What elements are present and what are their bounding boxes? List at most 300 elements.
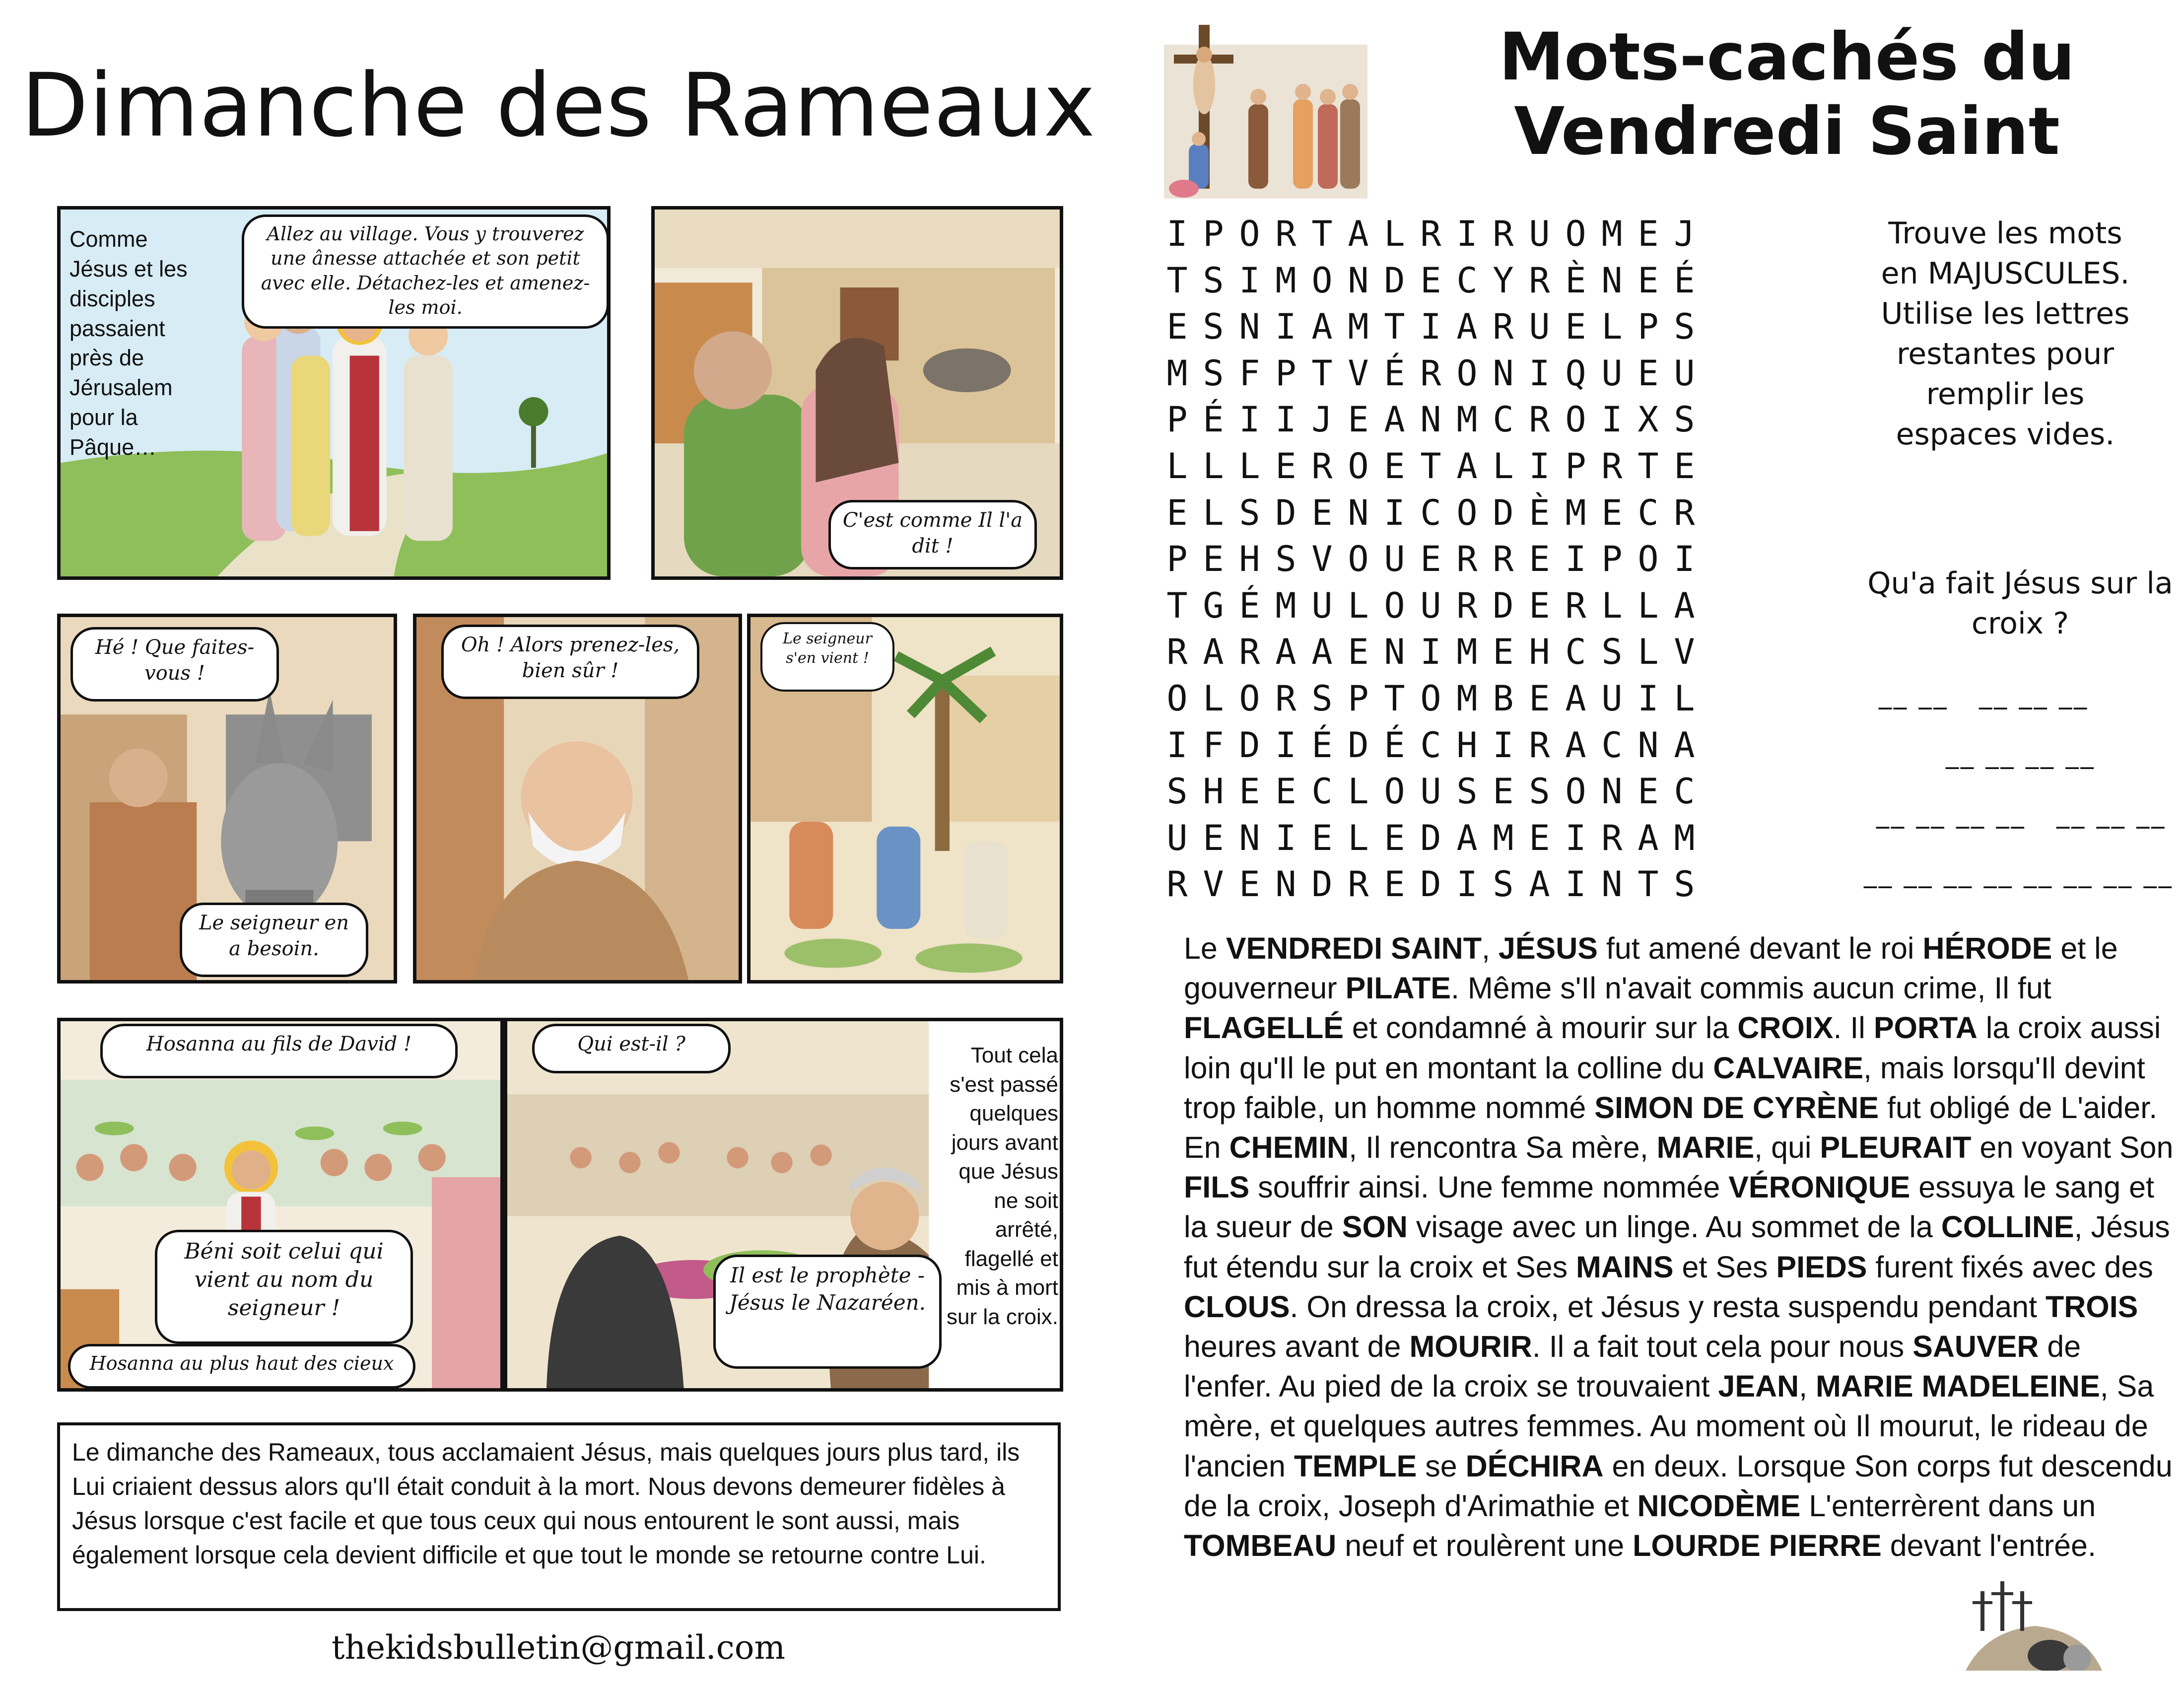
grid-letter[interactable]: R bbox=[1348, 864, 1369, 905]
grid-letter[interactable]: I bbox=[1384, 492, 1405, 533]
grid-row bbox=[1159, 815, 1846, 862]
grid-letter[interactable]: D bbox=[1420, 817, 1441, 858]
grid-letter[interactable]: U bbox=[1674, 352, 1695, 394]
grid-letter[interactable]: L bbox=[1203, 492, 1224, 533]
story-text-fragment: . Il bbox=[1833, 1011, 1874, 1045]
grid-row bbox=[1159, 676, 1846, 722]
grid-row bbox=[1159, 722, 1846, 769]
grid-letter[interactable]: I bbox=[1493, 724, 1514, 766]
grid-row bbox=[1159, 629, 1846, 676]
grid-row bbox=[1159, 583, 1846, 630]
grid-letter[interactable]: N bbox=[1638, 724, 1659, 766]
grid-letter[interactable]: O bbox=[1420, 678, 1441, 719]
grid-letter[interactable]: D bbox=[1493, 585, 1514, 626]
grid-letter[interactable]: F bbox=[1203, 724, 1224, 766]
grid-letter[interactable]: O bbox=[1565, 213, 1586, 254]
grid-letter[interactable]: N bbox=[1239, 817, 1260, 858]
speech-bubble: Il est le prophète - Jésus le Nazaréen. bbox=[713, 1255, 942, 1369]
grid-letter[interactable]: E bbox=[1311, 817, 1333, 858]
grid-letter[interactable]: E bbox=[1493, 632, 1514, 673]
grid-letter[interactable]: R bbox=[1166, 632, 1188, 673]
grid-letter[interactable]: S bbox=[1203, 306, 1224, 348]
grid-letter[interactable]: G bbox=[1203, 585, 1224, 626]
grid-letter[interactable]: R bbox=[1601, 817, 1623, 858]
keyword: MARIE MADELEINE bbox=[1816, 1369, 2100, 1404]
grid-letter[interactable]: X bbox=[1638, 399, 1659, 440]
grid-letter[interactable]: I bbox=[1529, 445, 1550, 487]
grid-letter[interactable]: C bbox=[1638, 492, 1659, 533]
grid-letter[interactable]: H bbox=[1239, 539, 1260, 580]
grid-letter[interactable]: P bbox=[1565, 445, 1586, 487]
grid-letter[interactable]: L bbox=[1638, 585, 1659, 626]
grid-letter[interactable]: O bbox=[1456, 352, 1478, 394]
keyword: JEAN bbox=[1718, 1369, 1799, 1404]
grid-letter[interactable]: É bbox=[1384, 352, 1405, 394]
grid-letter[interactable]: U bbox=[1311, 585, 1333, 626]
grid-letter[interactable]: M bbox=[1275, 260, 1297, 301]
keyword: TOMBEAU bbox=[1184, 1529, 1337, 1563]
speech-bubble: Hosanna au fils de David ! bbox=[100, 1024, 458, 1078]
grid-letter[interactable]: E bbox=[1638, 352, 1659, 394]
grid-letter[interactable]: M bbox=[1166, 352, 1188, 394]
grid-letter[interactable]: I bbox=[1456, 213, 1478, 254]
keyword: VENDREDI SAINT bbox=[1226, 931, 1482, 965]
grid-letter[interactable]: S bbox=[1166, 771, 1188, 812]
grid-letter[interactable]: E bbox=[1420, 260, 1441, 301]
grid-letter[interactable]: R bbox=[1275, 678, 1297, 719]
grid-letter[interactable]: R bbox=[1239, 632, 1260, 673]
grid-letter[interactable]: T bbox=[1384, 306, 1405, 348]
grid-letter[interactable]: O bbox=[1456, 492, 1478, 533]
keyword: CROIX bbox=[1737, 1011, 1834, 1045]
grid-letter[interactable]: L bbox=[1348, 771, 1369, 812]
grid-letter[interactable]: É bbox=[1674, 260, 1695, 301]
grid-letter[interactable]: L bbox=[1203, 678, 1224, 719]
grid-letter[interactable]: R bbox=[1456, 539, 1478, 580]
comic-panel-2 bbox=[651, 206, 1063, 580]
grid-letter[interactable]: M bbox=[1456, 678, 1478, 719]
grid-letter[interactable]: P bbox=[1348, 678, 1369, 719]
grid-letter[interactable]: E bbox=[1384, 445, 1405, 487]
grid-letter[interactable]: È bbox=[1529, 492, 1550, 533]
grid-letter[interactable]: R bbox=[1493, 539, 1514, 580]
story-text-fragment: et condamné à mourir sur la bbox=[1343, 1011, 1738, 1045]
grid-letter[interactable]: E bbox=[1348, 632, 1369, 673]
grid-letter[interactable]: É bbox=[1311, 724, 1333, 766]
answer-blank-line-4[interactable]: __ __ __ __ __ __ __ __ bbox=[1864, 859, 2174, 889]
grid-letter[interactable]: Q bbox=[1565, 352, 1586, 394]
grid-letter[interactable]: C bbox=[1311, 771, 1333, 812]
grid-letter[interactable]: O bbox=[1239, 678, 1260, 719]
grid-row bbox=[1159, 443, 1846, 490]
grid-row bbox=[1159, 490, 1846, 537]
speech-bubble: Allez au village. Vous y trouverez une ânesse attachée et son petit avec elle. Détachez-les et amenez-les moi. bbox=[242, 214, 609, 329]
grid-letter[interactable]: M bbox=[1456, 632, 1478, 673]
grid-letter[interactable]: T bbox=[1311, 213, 1333, 254]
keyword: FLAGELLÉ bbox=[1184, 1011, 1344, 1045]
grid-letter[interactable]: V bbox=[1203, 864, 1224, 905]
grid-letter[interactable]: C bbox=[1674, 771, 1695, 812]
grid-letter[interactable]: I bbox=[1565, 864, 1586, 905]
grid-letter[interactable]: M bbox=[1674, 817, 1695, 858]
grid-letter[interactable]: L bbox=[1674, 678, 1695, 719]
grid-letter[interactable]: I bbox=[1638, 678, 1659, 719]
comic-panel-7 bbox=[504, 1018, 1063, 1392]
grid-letter[interactable]: T bbox=[1166, 260, 1188, 301]
grid-letter[interactable]: O bbox=[1384, 585, 1405, 626]
word-search-grid bbox=[1159, 211, 1846, 908]
grid-letter[interactable]: E bbox=[1166, 492, 1188, 533]
story-text-fragment: souffrir ainsi. Une femme nommée bbox=[1249, 1170, 1729, 1204]
grid-letter[interactable]: N bbox=[1384, 632, 1405, 673]
keyword: DÉCHIRA bbox=[1465, 1449, 1604, 1483]
grid-letter[interactable]: C bbox=[1456, 260, 1478, 301]
grid-letter[interactable]: I bbox=[1275, 724, 1297, 766]
keyword: MOURIR bbox=[1409, 1330, 1532, 1364]
grid-letter[interactable]: A bbox=[1565, 724, 1586, 766]
grid-letter[interactable]: S bbox=[1203, 352, 1224, 394]
grid-letter[interactable]: O bbox=[1348, 539, 1369, 580]
grid-letter[interactable]: E bbox=[1311, 492, 1333, 533]
contact-email: thekidsbulletin@gmail.com bbox=[331, 1628, 786, 1667]
grid-letter[interactable]: A bbox=[1456, 306, 1478, 348]
grid-letter[interactable]: R bbox=[1420, 352, 1441, 394]
keyword: PORTA bbox=[1873, 1011, 1978, 1045]
grid-letter[interactable]: R bbox=[1166, 864, 1188, 905]
grid-letter[interactable]: T bbox=[1420, 445, 1441, 487]
grid-letter[interactable]: A bbox=[1638, 817, 1659, 858]
grid-letter[interactable]: L bbox=[1601, 585, 1623, 626]
grid-letter[interactable]: S bbox=[1311, 678, 1333, 719]
story-text-fragment: fut amené devant le roi bbox=[1597, 931, 1923, 965]
grid-letter[interactable]: H bbox=[1203, 771, 1224, 812]
grid-letter[interactable]: U bbox=[1420, 585, 1441, 626]
grid-letter[interactable]: I bbox=[1601, 399, 1623, 440]
keyword: LOURDE PIERRE bbox=[1633, 1529, 1882, 1563]
grid-letter[interactable]: D bbox=[1493, 492, 1514, 533]
grid-letter[interactable]: A bbox=[1311, 632, 1333, 673]
grid-letter[interactable]: L bbox=[1239, 445, 1260, 487]
keyword: PIEDS bbox=[1776, 1250, 1867, 1284]
grid-letter[interactable]: N bbox=[1601, 864, 1623, 905]
grid-letter[interactable]: M bbox=[1456, 399, 1478, 440]
grid-letter[interactable]: N bbox=[1493, 352, 1514, 394]
grid-letter[interactable]: U bbox=[1384, 539, 1405, 580]
keyword: TROIS bbox=[2045, 1289, 2138, 1324]
grid-letter[interactable]: L bbox=[1638, 632, 1659, 673]
grid-letter[interactable]: I bbox=[1239, 399, 1260, 440]
grid-letter[interactable]: S bbox=[1493, 864, 1514, 905]
puzzle-title-line-1: Mots-cachés du bbox=[1499, 19, 2075, 95]
grid-letter[interactable]: E bbox=[1384, 864, 1405, 905]
grid-letter[interactable]: I bbox=[1674, 539, 1695, 580]
grid-letter[interactable]: H bbox=[1529, 632, 1550, 673]
grid-letter[interactable]: I bbox=[1275, 817, 1297, 858]
grid-letter[interactable]: L bbox=[1493, 445, 1514, 487]
grid-letter[interactable]: E bbox=[1638, 213, 1659, 254]
grid-letter[interactable]: I bbox=[1275, 306, 1297, 348]
grid-letter[interactable]: V bbox=[1311, 539, 1333, 580]
story-text-fragment: visage avec un linge. Au sommet de la bbox=[1407, 1210, 1941, 1244]
grid-letter[interactable]: A bbox=[1674, 585, 1695, 626]
grid-letter[interactable]: N bbox=[1239, 306, 1260, 348]
story-text-fragment: , Sa mère, et quelques autres femmes. Au moment où Il mourut, le rideau de l'ancien bbox=[1184, 1369, 2154, 1483]
grid-letter[interactable]: T bbox=[1384, 678, 1405, 719]
grid-letter[interactable]: R bbox=[1311, 445, 1333, 487]
grid-letter[interactable]: O bbox=[1166, 678, 1188, 719]
grid-letter[interactable]: E bbox=[1420, 539, 1441, 580]
grid-letter[interactable]: R bbox=[1674, 492, 1695, 533]
grid-letter[interactable]: A bbox=[1456, 817, 1478, 858]
grid-letter[interactable]: I bbox=[1166, 724, 1188, 766]
grid-letter[interactable]: U bbox=[1529, 306, 1550, 348]
story-text bbox=[1184, 928, 2177, 1565]
keyword: COLLINE bbox=[1941, 1210, 2074, 1244]
grid-letter[interactable]: C bbox=[1420, 492, 1441, 533]
grid-letter[interactable]: O bbox=[1565, 771, 1586, 812]
grid-letter[interactable]: D bbox=[1311, 864, 1333, 905]
grid-letter[interactable]: L bbox=[1384, 213, 1405, 254]
grid-letter[interactable]: D bbox=[1384, 260, 1405, 301]
grid-letter[interactable]: L bbox=[1348, 585, 1369, 626]
grid-letter[interactable]: I bbox=[1456, 864, 1478, 905]
grid-letter[interactable]: P bbox=[1275, 352, 1297, 394]
grid-letter[interactable]: I bbox=[1166, 213, 1188, 254]
story-text-fragment: la croix aussi loin qu'Il le put en montant la colline du bbox=[1184, 1011, 2161, 1085]
speech-bubble: Oh ! Alors prenez-les, bien sûr ! bbox=[441, 625, 699, 699]
grid-letter[interactable]: T bbox=[1166, 585, 1188, 626]
grid-letter[interactable]: E bbox=[1275, 771, 1297, 812]
keyword: SON bbox=[1342, 1210, 1408, 1244]
grid-letter[interactable]: R bbox=[1493, 306, 1514, 348]
crucifixion-illustration bbox=[1164, 15, 1367, 199]
story-text-fragment: devant l'entrée. bbox=[1881, 1529, 2096, 1563]
grid-letter[interactable]: R bbox=[1493, 213, 1514, 254]
grid-letter[interactable]: D bbox=[1239, 724, 1260, 766]
grid-letter[interactable]: A bbox=[1674, 724, 1695, 766]
grid-letter[interactable]: V bbox=[1348, 352, 1369, 394]
grid-letter[interactable]: N bbox=[1275, 864, 1297, 905]
keyword: HÉRODE bbox=[1922, 931, 2052, 965]
speech-bubble: Hé ! Que faites-vous ! bbox=[70, 627, 279, 702]
tomb-illustration bbox=[1966, 1571, 2102, 1671]
grid-letter[interactable]: N bbox=[1420, 399, 1441, 440]
comic-panel-6 bbox=[57, 1018, 504, 1392]
grid-letter[interactable]: S bbox=[1239, 492, 1260, 533]
grid-letter[interactable]: N bbox=[1601, 771, 1623, 812]
grid-letter[interactable]: O bbox=[1384, 771, 1405, 812]
grid-letter[interactable]: H bbox=[1456, 724, 1478, 766]
grid-letter[interactable]: O bbox=[1565, 399, 1586, 440]
grid-letter[interactable]: B bbox=[1493, 678, 1514, 719]
grid-letter[interactable]: P bbox=[1638, 306, 1659, 348]
grid-letter[interactable]: C bbox=[1420, 724, 1441, 766]
grid-row bbox=[1159, 536, 1846, 583]
grid-letter[interactable]: I bbox=[1420, 306, 1441, 348]
grid-letter[interactable]: E bbox=[1674, 445, 1695, 487]
grid-letter[interactable]: D bbox=[1420, 864, 1441, 905]
grid-row bbox=[1159, 769, 1846, 815]
grid-letter[interactable]: E bbox=[1529, 585, 1550, 626]
grid-letter[interactable]: J bbox=[1674, 213, 1695, 254]
grid-letter[interactable]: I bbox=[1275, 399, 1297, 440]
answer-blank-line-1[interactable]: __ __ __ __ __ bbox=[1879, 680, 2089, 710]
grid-letter[interactable]: A bbox=[1565, 678, 1586, 719]
answer-blank-line-2[interactable]: __ __ __ __ bbox=[1946, 740, 2096, 770]
grid-letter[interactable]: R bbox=[1456, 585, 1478, 626]
grid-letter[interactable]: A bbox=[1311, 306, 1333, 348]
grid-letter[interactable]: D bbox=[1348, 724, 1369, 766]
grid-letter[interactable]: C bbox=[1565, 632, 1586, 673]
speech-bubble: Béni soit celui qui vient au nom du seigneur ! bbox=[155, 1230, 413, 1344]
keyword: MARIE bbox=[1656, 1130, 1755, 1165]
grid-letter[interactable]: E bbox=[1529, 678, 1550, 719]
grid-letter[interactable]: S bbox=[1674, 864, 1695, 905]
story-text-fragment: , mais lorsqu'Il devint trop faible, un homme nommé bbox=[1184, 1051, 2145, 1125]
speech-bubble: Qui est-il ? bbox=[532, 1024, 731, 1073]
grid-letter[interactable]: V bbox=[1674, 632, 1695, 673]
grid-letter[interactable]: U bbox=[1601, 352, 1623, 394]
grid-letter[interactable]: E bbox=[1638, 771, 1659, 812]
story-text-fragment: et Ses bbox=[1673, 1250, 1776, 1284]
comic-panel-5 bbox=[747, 614, 1063, 984]
speech-bubble: Le seigneur en a besoin. bbox=[180, 903, 368, 977]
grid-letter[interactable]: E bbox=[1529, 817, 1550, 858]
keyword: TEMPLE bbox=[1294, 1449, 1417, 1483]
grid-letter[interactable]: R bbox=[1529, 399, 1550, 440]
grid-letter[interactable]: I bbox=[1565, 539, 1586, 580]
keyword: MAINS bbox=[1576, 1250, 1674, 1284]
grid-letter[interactable]: P bbox=[1166, 539, 1188, 580]
grid-letter[interactable]: A bbox=[1529, 864, 1550, 905]
comic-panel-3 bbox=[57, 614, 397, 984]
grid-letter[interactable]: S bbox=[1674, 399, 1695, 440]
grid-letter[interactable]: N bbox=[1601, 260, 1623, 301]
grid-letter[interactable]: R bbox=[1601, 445, 1623, 487]
grid-letter[interactable]: Y bbox=[1493, 260, 1514, 301]
keyword: JÉSUS bbox=[1498, 931, 1598, 965]
grid-letter[interactable]: M bbox=[1601, 213, 1623, 254]
comic-panel-1 bbox=[57, 206, 611, 580]
grid-letter[interactable]: T bbox=[1311, 352, 1333, 394]
grid-letter[interactable]: U bbox=[1420, 771, 1441, 812]
grid-letter[interactable]: E bbox=[1638, 260, 1659, 301]
grid-letter[interactable]: N bbox=[1348, 492, 1369, 533]
grid-letter[interactable]: P bbox=[1166, 399, 1188, 440]
grid-letter[interactable]: F bbox=[1239, 352, 1260, 394]
grid-letter[interactable]: J bbox=[1311, 399, 1333, 440]
grid-letter[interactable]: A bbox=[1203, 632, 1224, 673]
grid-letter[interactable]: É bbox=[1203, 399, 1224, 440]
grid-letter[interactable]: R bbox=[1529, 724, 1550, 766]
grid-letter[interactable]: R bbox=[1565, 585, 1586, 626]
grid-letter[interactable]: A bbox=[1275, 632, 1297, 673]
grid-letter[interactable]: C bbox=[1601, 724, 1623, 766]
grid-letter[interactable]: O bbox=[1638, 539, 1659, 580]
grid-letter[interactable]: O bbox=[1239, 213, 1260, 254]
grid-letter[interactable]: A bbox=[1456, 445, 1478, 487]
grid-letter[interactable]: E bbox=[1203, 539, 1224, 580]
grid-letter[interactable]: E bbox=[1239, 864, 1260, 905]
story-text-fragment: et le gouverneur bbox=[1184, 931, 2118, 1005]
grid-letter[interactable]: S bbox=[1275, 539, 1297, 580]
grid-letter[interactable]: É bbox=[1384, 724, 1405, 766]
grid-letter[interactable]: U bbox=[1166, 817, 1188, 858]
grid-letter[interactable]: L bbox=[1166, 445, 1188, 487]
grid-letter[interactable]: L bbox=[1203, 445, 1224, 487]
grid-letter[interactable]: I bbox=[1529, 352, 1550, 394]
grid-letter[interactable]: D bbox=[1275, 492, 1297, 533]
keyword: PILATE bbox=[1345, 971, 1451, 1005]
grid-letter[interactable]: O bbox=[1311, 260, 1333, 301]
story-text-fragment: , Jésus fut étendu sur la croix et Ses bbox=[1184, 1210, 2170, 1284]
grid-letter[interactable]: R bbox=[1529, 260, 1550, 301]
keyword: CLOUS bbox=[1184, 1289, 1290, 1324]
grid-letter[interactable]: A bbox=[1384, 399, 1405, 440]
grid-letter[interactable]: S bbox=[1456, 771, 1478, 812]
grid-letter[interactable]: E bbox=[1166, 306, 1188, 348]
grid-letter[interactable]: I bbox=[1420, 632, 1441, 673]
answer-blank-line-3[interactable]: __ __ __ __ __ __ __ bbox=[1876, 799, 2167, 829]
grid-letter[interactable]: È bbox=[1565, 260, 1586, 301]
grid-letter[interactable]: T bbox=[1638, 445, 1659, 487]
grid-letter[interactable]: E bbox=[1493, 771, 1514, 812]
grid-letter[interactable]: I bbox=[1565, 817, 1586, 858]
grid-row bbox=[1159, 211, 1846, 258]
grid-letter[interactable]: A bbox=[1348, 213, 1369, 254]
grid-letter[interactable]: E bbox=[1203, 817, 1224, 858]
grid-letter[interactable]: P bbox=[1203, 213, 1224, 254]
speech-bubble: C'est comme Il l'a dit ! bbox=[828, 500, 1037, 569]
grid-letter[interactable]: U bbox=[1601, 678, 1623, 719]
grid-letter[interactable]: É bbox=[1239, 585, 1260, 626]
grid-letter[interactable]: L bbox=[1348, 817, 1369, 858]
grid-letter[interactable]: S bbox=[1529, 771, 1550, 812]
grid-letter[interactable]: E bbox=[1384, 817, 1405, 858]
grid-letter[interactable]: R bbox=[1275, 213, 1297, 254]
keyword: NICODÈME bbox=[1637, 1488, 1801, 1523]
grid-letter[interactable]: E bbox=[1275, 445, 1297, 487]
grid-letter[interactable]: O bbox=[1348, 445, 1369, 487]
grid-letter[interactable]: R bbox=[1420, 213, 1441, 254]
grid-letter[interactable]: S bbox=[1203, 260, 1224, 301]
grid-letter[interactable]: M bbox=[1275, 585, 1297, 626]
grid-letter[interactable]: M bbox=[1493, 817, 1514, 858]
puzzle-instructions: Trouve les mots en MAJUSCULES. Utilise les lettres restantes pour remplir les espaces vides. bbox=[1881, 216, 2130, 452]
grid-letter[interactable]: M bbox=[1565, 492, 1586, 533]
grid-letter[interactable]: P bbox=[1601, 539, 1623, 580]
grid-letter[interactable]: M bbox=[1348, 306, 1369, 348]
grid-letter[interactable]: N bbox=[1348, 260, 1369, 301]
grid-letter[interactable]: T bbox=[1638, 864, 1659, 905]
speech-bubble: Le seigneur s'en vient ! bbox=[760, 622, 894, 692]
page-title: Dimanche des Rameaux bbox=[21, 55, 1096, 156]
grid-letter[interactable]: E bbox=[1565, 306, 1586, 348]
story-text-fragment: , Il rencontra Sa mère, bbox=[1349, 1130, 1657, 1165]
story-text-fragment: L'enterrèrent dans un bbox=[1800, 1488, 2096, 1523]
grid-letter[interactable]: U bbox=[1529, 213, 1550, 254]
grid-letter[interactable]: C bbox=[1493, 399, 1514, 440]
grid-letter[interactable]: S bbox=[1601, 632, 1623, 673]
grid-letter[interactable]: L bbox=[1601, 306, 1623, 348]
grid-letter[interactable]: I bbox=[1239, 260, 1260, 301]
grid-letter[interactable]: E bbox=[1348, 399, 1369, 440]
grid-letter[interactable]: E bbox=[1239, 771, 1260, 812]
story-text-fragment: en voyant Son bbox=[1971, 1130, 2174, 1165]
grid-letter[interactable]: S bbox=[1674, 306, 1695, 348]
grid-letter[interactable]: E bbox=[1601, 492, 1623, 533]
grid-letter[interactable]: E bbox=[1529, 539, 1550, 580]
